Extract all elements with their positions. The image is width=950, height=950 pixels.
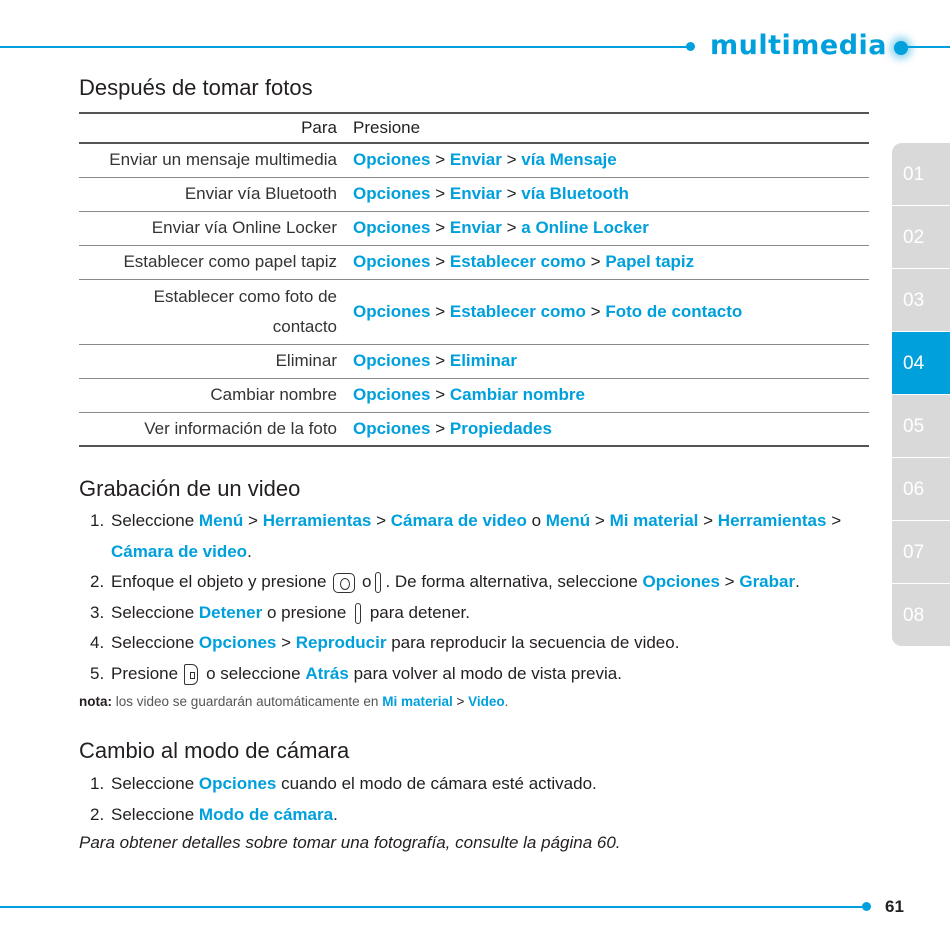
list-item: 1. Seleccione Opciones cuando el modo de cámara esté activado. <box>90 774 597 793</box>
path-step: Opciones <box>353 351 431 370</box>
row-action: Ver información de la foto <box>144 418 337 438</box>
chapter-tab-06[interactable]: 06 <box>892 458 950 521</box>
path-step: Opciones <box>353 418 431 438</box>
row-path: Opciones > Propiedades <box>353 418 552 438</box>
table-header-presione: Presione <box>353 118 421 137</box>
row-path: Opciones > Enviar > a Online Locker <box>353 218 649 237</box>
chapter-tab-05[interactable]: 05 <box>892 395 950 458</box>
table-row <box>79 245 869 279</box>
row-path: Opciones > Cambiar nombre <box>353 385 585 404</box>
section-title-video-recording: Grabación de un video <box>79 476 301 501</box>
path-step: Opciones <box>353 252 431 271</box>
chapter-tab-01[interactable]: 01 <box>892 143 950 206</box>
video-steps-list <box>90 506 880 689</box>
list-item: 2. Seleccione Modo de cámara. <box>90 804 338 824</box>
path-step: vía Bluetooth <box>521 184 629 203</box>
row-path: Opciones > Eliminar <box>353 351 517 370</box>
side-key-icon <box>355 603 361 624</box>
path-step: Enviar <box>449 218 502 237</box>
camera-mode-steps-list <box>90 769 880 830</box>
video-note: nota: los video se guardarán automáticamente en Mi material > Video. <box>79 694 509 709</box>
table-header-para: Para <box>301 118 337 137</box>
table-row <box>79 344 869 378</box>
table-row <box>79 378 869 412</box>
header-rule-right <box>900 46 950 48</box>
row-path: Opciones > Establecer como > Papel tapiz <box>353 252 695 271</box>
photo-options-table <box>79 112 869 447</box>
side-key-icon <box>375 572 381 593</box>
section-brand-title: multimedia <box>710 30 888 61</box>
path-step: Opciones <box>353 385 431 404</box>
path-step: Papel tapiz <box>605 252 695 271</box>
page-number: 61 <box>885 897 904 916</box>
path-step: Foto de contacto <box>605 301 743 321</box>
row-path: Opciones > Enviar > vía Bluetooth <box>353 184 629 203</box>
path-step: Opciones <box>353 184 431 203</box>
footer-rule <box>0 906 866 908</box>
chapter-tab-02[interactable]: 02 <box>892 206 950 269</box>
row-action: Establecer como papel tapiz <box>123 252 337 271</box>
path-step: a Online Locker <box>521 218 649 237</box>
row-action: Eliminar <box>275 351 337 370</box>
chapter-tab-03[interactable]: 03 <box>892 269 950 332</box>
row-path: Opciones > Establecer como > Foto de contacto <box>353 301 743 321</box>
path-step: Opciones <box>353 218 431 237</box>
path-step: Establecer como <box>449 301 586 321</box>
path-step: vía Mensaje <box>521 150 617 170</box>
chapter-tab-08[interactable]: 08 <box>892 584 950 647</box>
row-path: Opciones > Enviar > vía Mensaje <box>353 150 617 170</box>
camera-key-icon <box>333 573 355 593</box>
table-row <box>79 211 869 245</box>
chapter-tab-04[interactable]: 04 <box>892 332 950 395</box>
path-step: Opciones <box>353 150 431 170</box>
table-header-row <box>79 113 869 143</box>
section-title-camera-mode: Cambio al modo de cámara <box>79 738 350 763</box>
table-row <box>79 143 869 177</box>
section-title-after-photos: Después de tomar fotos <box>79 75 313 100</box>
page-reference-text: Para obtener detalles sobre tomar una fotografía, consulte la página 60. <box>79 833 621 852</box>
table-row <box>79 412 869 446</box>
chapter-tabs <box>892 143 950 647</box>
path-step: Enviar <box>449 150 502 170</box>
row-action: Enviar un mensaje multimedia <box>109 150 337 170</box>
back-key-icon <box>184 664 198 685</box>
path-step: Enviar <box>449 184 502 203</box>
list-item: 2. Enfoque el objeto y presione o . De forma alternativa, seleccione Opciones > Grabar. <box>90 567 880 598</box>
row-action: Cambiar nombre <box>210 385 337 404</box>
path-step: Cambiar nombre <box>449 385 585 404</box>
header-glow-dot <box>894 41 908 55</box>
list-item: 3. Seleccione Detener o presione para detener. <box>90 598 880 629</box>
header-rule-dot <box>686 42 695 51</box>
chapter-tab-07[interactable]: 07 <box>892 521 950 584</box>
header-rule <box>0 46 690 48</box>
table-row <box>79 177 869 211</box>
path-step: Establecer como <box>449 252 586 271</box>
list-item: 5. Presione o seleccione Atrás para volver al modo de vista previa. <box>90 659 880 690</box>
row-action: Enviar vía Online Locker <box>151 218 337 237</box>
list-item: 1. Seleccione Menú > Herramientas > Cámara de video o Menú > Mi material > Herramientas > Cámara de video. <box>90 511 842 561</box>
path-step: Opciones <box>353 301 431 321</box>
list-item: 4. Seleccione Opciones > Reproducir para reproducir la secuencia de video. <box>90 633 680 652</box>
footer-rule-dot <box>862 902 871 911</box>
row-action: Establecer como foto de contacto <box>153 286 337 336</box>
row-action: Enviar vía Bluetooth <box>184 184 337 203</box>
path-step: Propiedades <box>449 418 552 438</box>
path-step: Eliminar <box>449 351 517 370</box>
table-row <box>79 279 869 344</box>
